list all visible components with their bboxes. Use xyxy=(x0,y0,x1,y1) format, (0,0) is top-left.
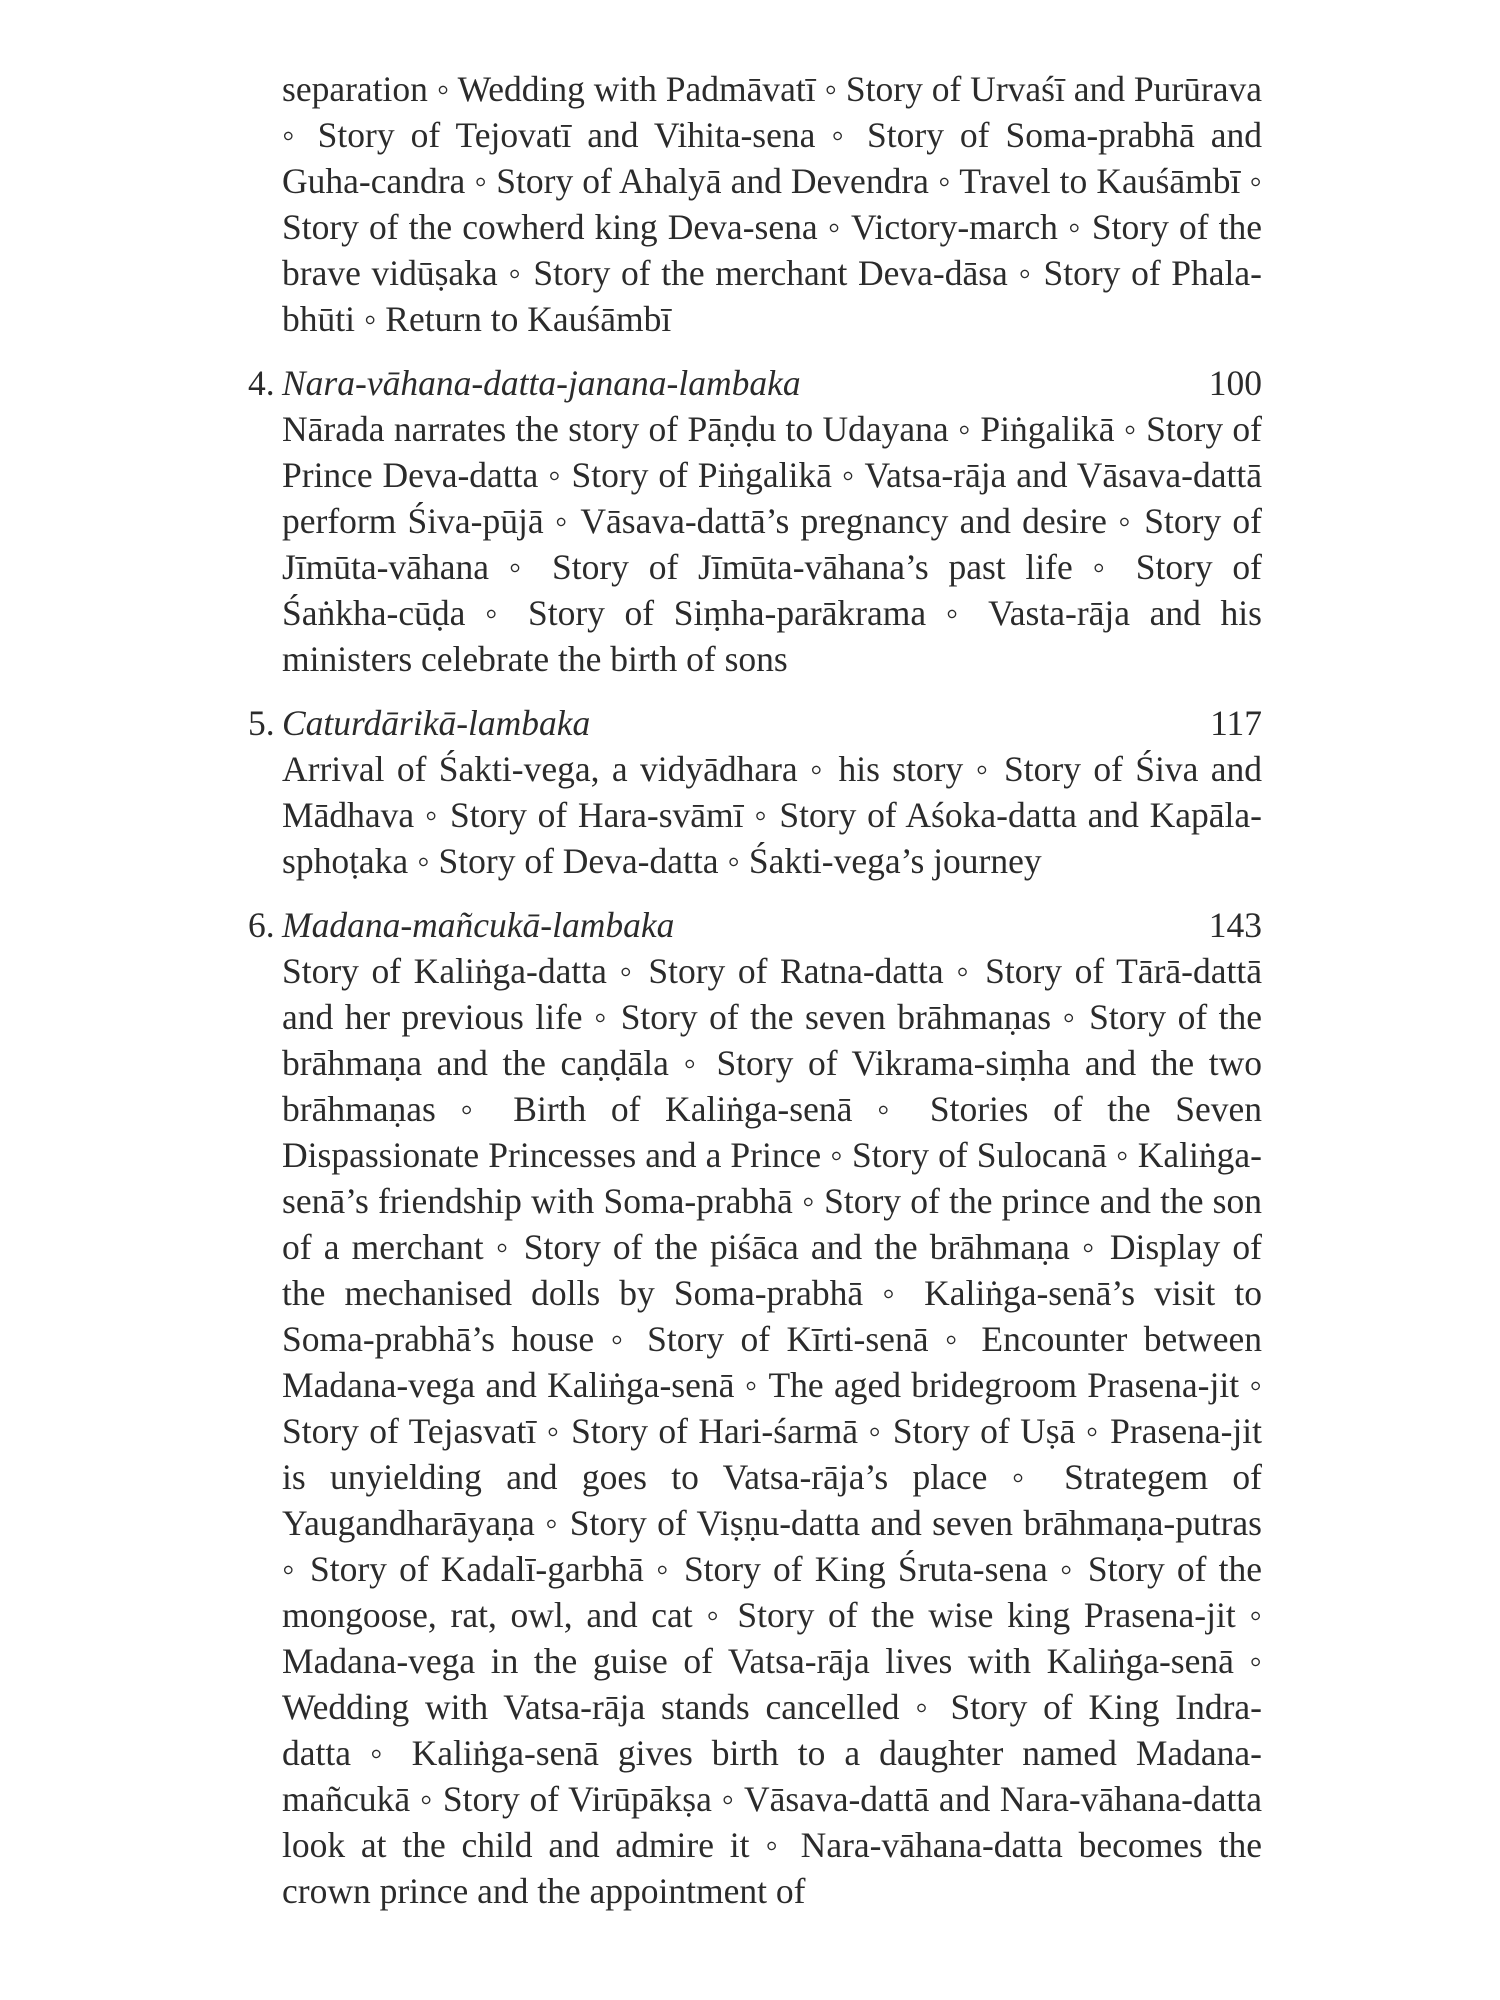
entry-heading xyxy=(248,902,1262,948)
toc-entry-5 xyxy=(248,700,1262,884)
toc-entry-4 xyxy=(248,360,1262,682)
toc-page xyxy=(248,66,1262,1914)
entry-description: Arrival of Śakti-vega, a vidyādhara ◦ his story ◦ Story of Śiva and Mādhava ◦ Story of Hara-svāmī ◦ Story of Aśoka-datta and Kapāla-sphoṭaka ◦ Story of Deva-datta ◦ Śakti-vega’s journey xyxy=(282,749,1262,881)
entry-page-number: 100 xyxy=(1208,363,1262,403)
entry-heading xyxy=(248,700,1262,746)
toc-entry-6 xyxy=(248,902,1262,1914)
entry-title: Madana-mañcukā-lambaka xyxy=(282,905,675,945)
entry-number: 4. xyxy=(248,363,275,403)
entry-number: 5. xyxy=(248,703,275,743)
entry-title: Caturdārikā-lambaka xyxy=(282,703,591,743)
entry-page-number: 143 xyxy=(1208,905,1262,945)
entry-title: Nara-vāhana-datta-janana-lambaka xyxy=(282,363,801,403)
entry-heading xyxy=(248,360,1262,406)
entry-description: Nārada narrates the story of Pāṇḍu to Udayana ◦ Piṅgalikā ◦ Story of Prince Deva-datta ◦ Story of Piṅgalikā ◦ Vatsa-rāja and Vāsava-dattā perform Śiva-pūjā ◦ Vāsava-dattā’s pregnancy and desire ◦ Story of Jīmūta-vāhana ◦ Story of Jīmūta-vāhana’s past life ◦ Story of Śaṅkha-cūḍa ◦ Story of Siṃha-parākrama ◦ Vasta-rāja and his ministers celebrate the birth of sons xyxy=(282,409,1262,679)
continued-paragraph: separation ◦ Wedding with Padmāvatī ◦ Story of Urvaśī and Purūrava ◦ Story of Tejovatī and Vihita-sena ◦ Story of Soma-prabhā and Guha-candra ◦ Story of Ahalyā and Devendra ◦ Travel to Kauśāmbī ◦ Story of the cowherd king Deva-sena ◦ Victory-march ◦ Story of the brave vidūṣaka ◦ Story of the merchant Deva-dāsa ◦ Story of Phala-bhūti ◦ Return to Kauśāmbī xyxy=(282,69,1262,339)
entry-page-number: 117 xyxy=(1210,703,1262,743)
entry-description: Story of Kaliṅga-datta ◦ Story of Ratna-datta ◦ Story of Tārā-dattā and her previous life ◦ Story of the seven brāhmaṇas ◦ Story of the brāhmaṇa and the caṇḍāla ◦ Story of Vikrama-siṃha and the two brāhmaṇas ◦ Birth of Kaliṅga-senā ◦ Stories of the Seven Dispassionate Princesses and a Prince ◦ Story of Sulocanā ◦ Kaliṅga-senā’s friendship with Soma-prabhā ◦ Story of the prince and the son of a merchant ◦ Story of the piśāca and the brāhmaṇa ◦ Display of the mechanised dolls by Soma-prabhā ◦ Kaliṅga-senā’s visit to Soma-prabhā’s house ◦ Story of Kīrti-senā ◦ Encounter between Madana-vega and Kaliṅga-senā ◦ The aged bridegroom Prasena-jit ◦ Story of Tejasvatī ◦ Story of Hari-śarmā ◦ Story of Uṣā ◦ Prasena-jit is unyielding and goes to Vatsa-rāja’s place ◦ Strategem of Yaugandharāyaṇa ◦ Story of Viṣṇu-datta and seven brāhmaṇa-putras ◦ Story of Kadalī-garbhā ◦ Story of King Śruta-sena ◦ Story of the mongoose, rat, owl, and cat ◦ Story of the wise king Prasena-jit ◦ Madana-vega in the guise of Vatsa-rāja lives with Kaliṅga-senā ◦ Wedding with Vatsa-rāja stands cancelled ◦ Story of King Indra-datta ◦ Kaliṅga-senā gives birth to a daughter named Madana-mañcukā ◦ Story of Virūpākṣa ◦ Vāsava-dattā and Nara-vāhana-datta look at the child and admire it ◦ Nara-vāhana-datta becomes the crown prince and the appointment of xyxy=(282,951,1262,1911)
entry-number: 6. xyxy=(248,905,275,945)
